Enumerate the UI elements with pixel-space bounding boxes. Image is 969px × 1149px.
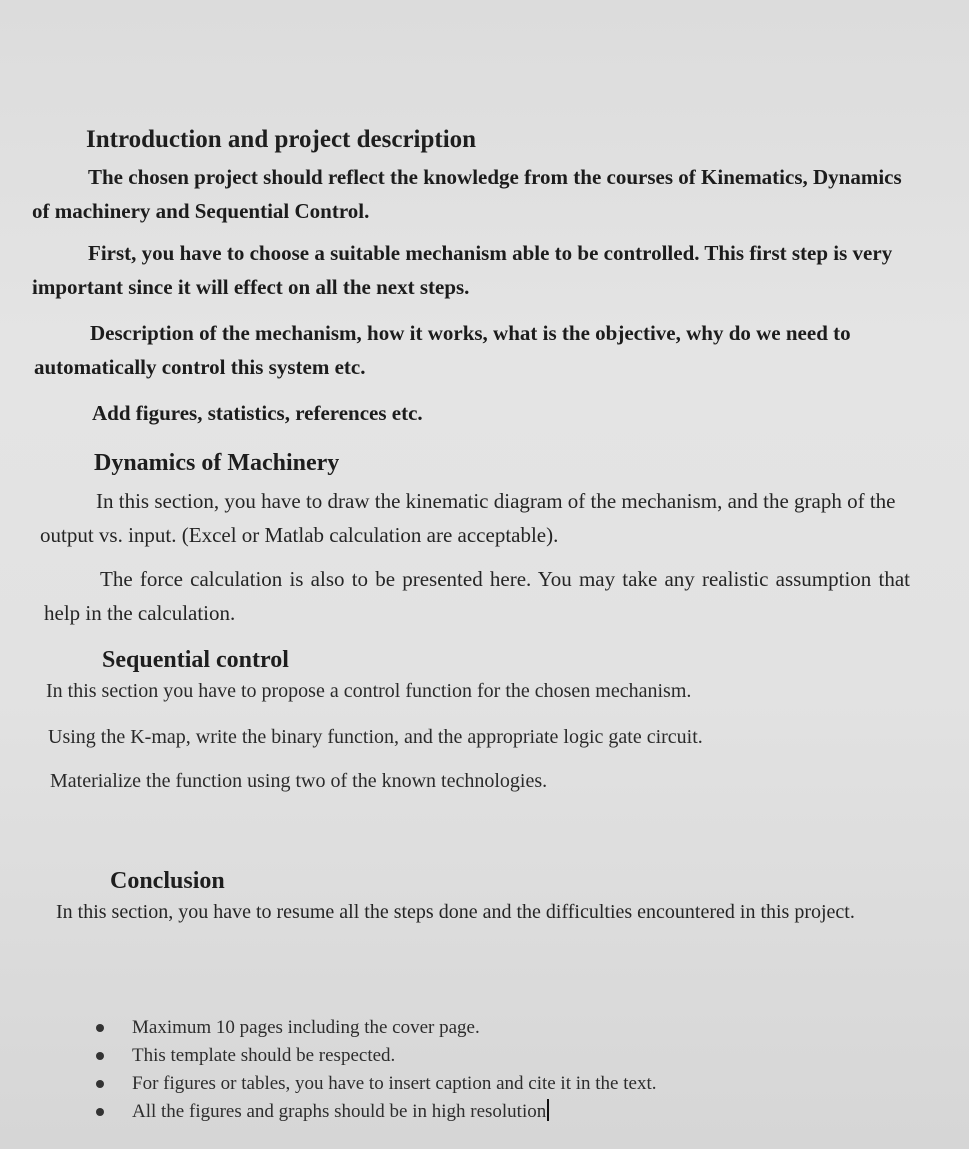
intro-paragraph-4: Add figures, statistics, references etc.	[92, 401, 423, 425]
intro-paragraph-2: First, you have to choose a suitable mechanism able to be controlled. This first step is very important since it will effect on all the next steps.	[32, 241, 893, 299]
list-item: For figures or tables, you have to insert caption and cite it in the text.	[96, 1070, 656, 1098]
sequential-line-3: Materialize the function using two of the known technologies.	[50, 770, 548, 792]
text-cursor	[547, 1099, 549, 1121]
sequential-line-1: In this section you have to propose a control function for the chosen mechanism.	[46, 680, 692, 702]
list-item: All the figures and graphs should be in high resolution	[96, 1098, 656, 1126]
intro-heading: Introduction and project description	[86, 126, 477, 153]
intro-paragraph-3: Description of the mechanism, how it works, what is the objective, why do we need to automatically control this system etc.	[34, 321, 851, 379]
bullet-icon	[96, 1052, 104, 1060]
notes-list	[96, 1014, 656, 1126]
bullet-icon	[96, 1024, 104, 1032]
sequential-line-2: Using the K-map, write the binary function, and the appropriate logic gate circuit.	[48, 726, 703, 748]
bullet-icon	[96, 1108, 104, 1116]
dynamics-heading: Dynamics of Machinery	[94, 450, 340, 476]
list-item: This template should be respected.	[96, 1042, 656, 1070]
dynamics-paragraph-1: In this section, you have to draw the kinematic diagram of the mechanism, and the graph of the output vs. input. (Excel or Matlab calculation are acceptable).	[40, 489, 896, 547]
dynamics-paragraph-2: The force calculation is also to be presented here. You may take any realistic assumption that help in the calculation.	[44, 567, 910, 625]
conclusion-heading: Conclusion	[110, 868, 225, 894]
list-item: Maximum 10 pages including the cover page.	[96, 1014, 656, 1042]
intro-paragraph-1: The chosen project should reflect the knowledge from the courses of Kinematics, Dynamics of machinery and Sequential Control.	[32, 165, 902, 223]
sequential-heading: Sequential control	[102, 647, 289, 673]
bullet-icon	[96, 1080, 104, 1088]
conclusion-paragraph: In this section, you have to resume all the steps done and the difficulties encountered in this project.	[56, 901, 855, 923]
